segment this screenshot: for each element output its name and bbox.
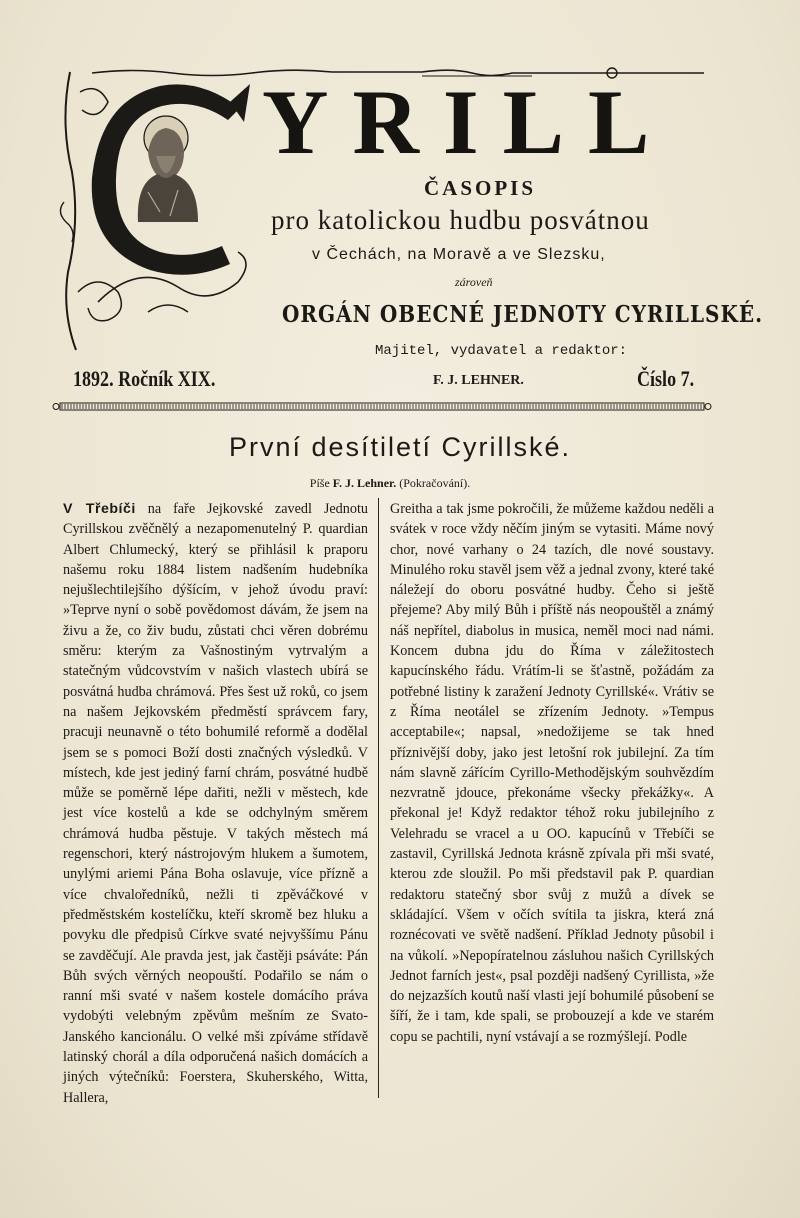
article-title: První desítiletí Cyrillské. bbox=[228, 432, 572, 462]
owner-line: Majitel, vydavatel a redaktor: bbox=[375, 343, 628, 359]
byline-prefix: Píše bbox=[309, 476, 330, 490]
lead-in: V Třebíči bbox=[63, 501, 136, 517]
subtitle-casopis: ČASOPIS bbox=[424, 176, 537, 200]
journal-title: YRILL bbox=[262, 71, 674, 173]
editor-name: F. J. LEHNER. bbox=[433, 373, 524, 388]
masthead-rule bbox=[52, 402, 712, 411]
subtitle-zaroven: zároveň bbox=[455, 275, 493, 289]
article-column-left bbox=[63, 499, 368, 1108]
left-column-text: na faře Jejkovské zavedl Jednotu Cyrillskou zvěčnělý a nezapomenutelný P. quardian Albert Chlumecký, který se přihlásil k praporu našemu roku 1884 listem nadšením hudebníka nejušlechtilejšího dýšícím, v jehož úvodu praví: »Teprve nyní o sobě povědomost dávám, že jsem na živu a že, co živ budu, zůstati chci věren dobrému směru: kterým za Vašnostiným vytrvalým a statečným vůdcovstvím v našich vlastech ubírá se posvátná hudba chrámová. Přes šest už roků, co jsem na našem Jejkovském předměstí správcem fary, pracuji neunavně o této bohumilé reformě a dodělal jsem se s pomoci Boží dosti značných výsledků. V místech, kde jest jediný farní chrám, posvátné hudbě může se poměrně lépe dařiti, nežli v městech, kde jest více kostelů a kde se odchylným směrem chrámová hudba pěstuje. V takých městech má regenschori, který nástrojovým hlukem a šumotem, unylými ariemi Pána Boha oslavuje, více přízně a více chvaloředníků, nežli ti zpěváčkové v předměstském kostelíčku, kteří skromě bez hluku a povyku dle předpisů Církve svaté nejvyššímu Pánu se zavděčují. Ale pravda jest, jak častěji psáváte: Pán Bůh svých věrných neopouští. Podařilo se nám o ranní mši svaté v našem kostele domácího práva vydobýti velebným zpěvům mešním ze Svato-Janského kancionálu. O velké mši zpíváme střídavě latinský chorál a díla odporučená našich domácích a jiných výtečníků: Foerstera, Skuherského, Witta, Hallera, bbox=[63, 501, 369, 1106]
issue-number: Číslo 7. bbox=[637, 366, 695, 391]
column-divider bbox=[378, 498, 379, 1098]
byline-suffix: (Pokračování). bbox=[399, 476, 471, 490]
right-column-text: Greitha a tak jsme pokročili, že můžeme každou neděli a svátek v roce vždy něčím jiným se vytasiti. Máme nový chor, nové varhany o 24 tazích, dle nové soustavy. Minulého roku stavěl jsem věž a jednal zvony, které také náležejí do oboru posvátné hudby. Čeho si ještě přejeme? Aby milý Bůh i příště nás neopouštěl a známý náš nepřítel, diabolus in musica, neměl moci nad námi. Koncem dubna jdu do Říma v záležitostech kapucínského řádu. Vrátím-li se šťastně, požádám za potřebné listiny k zaražení Jednoty Cyrillské«. Vrátiv se z Říma neotálel se zřízením Jednoty. »Tempus acceptabile«; napsal, »nedožijeme se tak hned příznivější doby, jako jest letošní rok jubilejní. Za tím nám slavně zářícím Cyrillo-Methodějským souhvězdím nezvratně jdouce, překonáme všecky překážky«. A překonal je! Když redaktor téhož roku jubilejního z Velehradu se vracel a u OO. kapucínů v Třebíči se zastavil, Cyrillská Jednota krásně zpívala při mši svaté, kterou zde sloužil. Po mši představil pak P. quardian redaktoru statečný sbor svůj z mužů a dívek se skládající. Všem v očích svítila ta jiskra, která zná roznécovati ve světě nadšení. Příklad Jednoty působil i na vůkolí. »Nepopíratelnou zásluhou našich Cyrillských Jednot farních jest«, psal později nadšený Cyrillista, »že do nejzazších koutů naší vlasti její bohumilé působení se šíří, že i tam, kde spali, se probouzejí a kde ve starém copu se pachtili, nyní vstávají a se rozmýšlejí. Podle bbox=[390, 501, 714, 1045]
saint-portrait-icon bbox=[118, 112, 208, 222]
article-column-right bbox=[390, 499, 714, 1047]
year-volume: 1892. Ročník XIX. bbox=[73, 366, 216, 391]
subtitle-region: v Čechách, na Moravě a ve Slezsku, bbox=[312, 246, 606, 263]
byline-author: F. J. Lehner. bbox=[332, 476, 397, 490]
organ-line: ORGÁN OBECNÉ JEDNOTY CYRILLSKÉ. bbox=[282, 300, 764, 328]
subtitle-topic: pro katolickou hudbu posvátnou bbox=[271, 205, 650, 235]
article-byline bbox=[0, 476, 780, 491]
